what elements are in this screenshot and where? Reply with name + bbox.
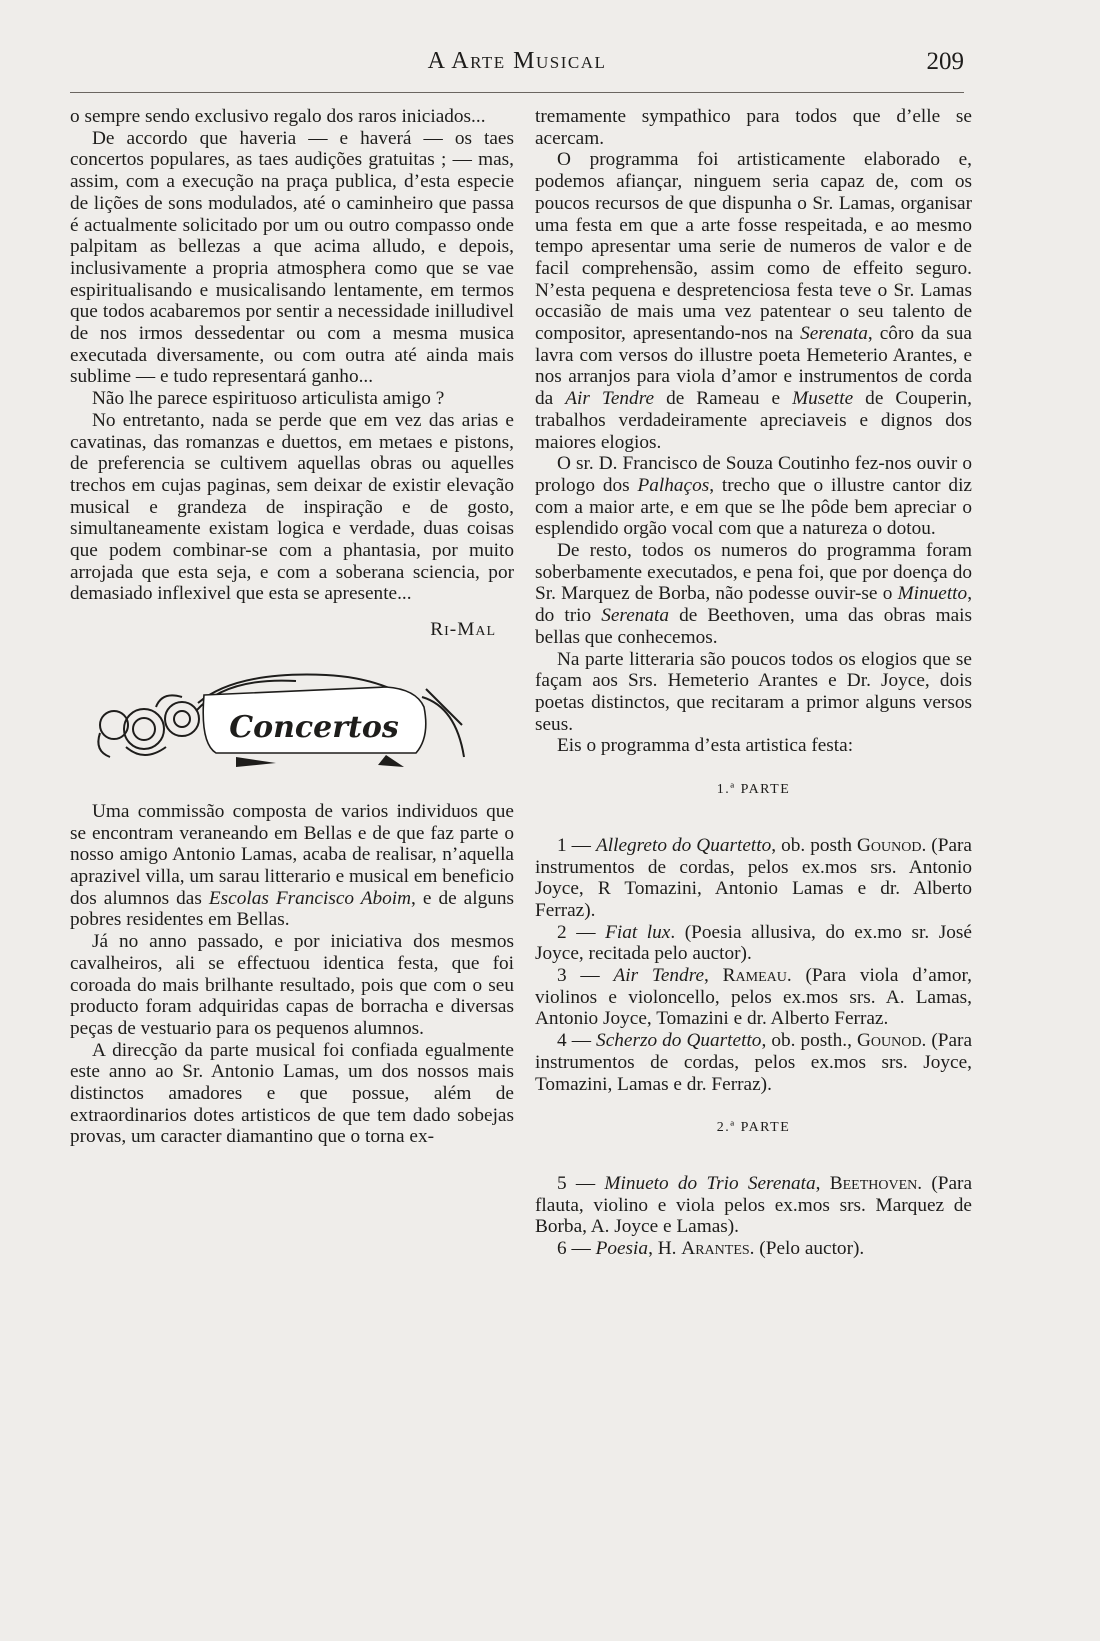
paragraph: Não lhe parece espirituoso articulista amigo ? <box>92 388 445 410</box>
author-signature: Ri-Mal <box>430 619 496 641</box>
paragraph: De resto, todos os numeros do programma foram soberbamente executados, e pena foi, que por doença do Sr. Marquez de Borba, não podesse ouvir-se o Minuetto, do trio Serenata de Beethoven, uma das obras mais bellas que conhecemos. <box>535 540 973 648</box>
program-item: 6 — Poesia, H. Arantes. (Pelo auctor). <box>557 1238 865 1260</box>
paragraph: A direcção da parte musical foi confiada egualmente este anno ao Sr. Antonio Lamas, um dos nossos mais distinctos amadores e que possue, além de extraordinarios dotes artisticos de que tem dado sobejas provas, um caracter diamantino que o torna ex- <box>70 1039 514 1148</box>
paragraph: Eis o programma d’esta artistica festa: <box>557 735 854 757</box>
program-item: 5 — Minueto do Trio Serenata, Beethoven. (Para flauta, violino e viola pelos ex.mos srs. Marquez de Borba, A. Joyce e Lamas). <box>535 1172 973 1238</box>
paragraph: Já no anno passado, e por iniciativa dos mesmos cavalheiros, ali se effectuou identica festa, que foi coroada do mais brilhante resultado, pois que com o seu producto foram adquiridas capas de borracha e diversas peças de vestuario para os pequenos alumnos. <box>70 931 514 1039</box>
paragraph: De accordo que haveria — e haverá — os taes concertos populares, as taes audições gratuitas ; — mas, assim, com a execução na praça publica, d’esta especie de lições de sons modulados, até o caminheiro que passa é actualmente solicitado por um ou outro compasso onde palpitam as bellezas a que acima alludo, e depois, inclusivamente a propria atmosphera como que se vae espiritualisando e musicalisando lentamente, em termos que todos acabaremos por sentir a necessidade inilludivel de nos irmos dessedentar ou com a mesma musica executada diversamente, ou com outra até ainda mais sublime — e tudo representará ganho... <box>70 127 514 388</box>
right-column <box>535 106 972 1260</box>
page-number: 209 <box>926 48 964 75</box>
part-heading: 2.ª PARTE <box>716 1120 791 1136</box>
paragraph: o sempre sendo exclusivo regalo dos raros iniciados... <box>70 106 486 127</box>
running-title: A Arte Musical <box>427 48 607 74</box>
paragraph: O sr. D. Francisco de Souza Coutinho fez-nos ouvir o prologo dos Palhaços, trecho que o illustre cantor diz com a maior arte, e em que se lhe pôde bem apreciar o esplendido orgão vocal com que a natureza o dotou. <box>535 453 972 540</box>
left-column <box>70 106 514 1148</box>
paragraph: Uma commissão composta de varios individuos que se encontram veraneando em Bellas e de que faz parte o nosso amigo Antonio Lamas, acaba de realisar, n’aquella aprazivel villa, um sarau litterario e musical em beneficio dos alumnos das Escolas Francisco Aboim, e de alguns pobres residentes em Bellas. <box>70 800 514 931</box>
paragraph: No entretanto, nada se perde que em vez das arias e cavatinas, das romanzas e duettos, em metaes e pistons, de preferencia se cultivem aquellas obras ou aquelles trechos em cujas paginas, sem deixar de existir elevação musical e grandeza de inspiração e de gosto, simultaneamente existam logica e verdade, duas coisas que podem combinar-se com a phantasia, por muito arrojada que esta seja, e com a soberana sciencia, por demasiado inflexivel que esta se apresente... <box>70 409 514 605</box>
ornament-title: Concertos <box>229 709 399 745</box>
part-heading: 1.ª PARTE <box>716 782 791 798</box>
program-item: 1 — Allegreto do Quartetto, ob. posth Gounod. (Para instrumentos de cordas, pelos ex.mos srs. Antonio Joyce, R Tomazini, Antonio Lamas e dr. Alberto Ferraz). <box>535 834 972 921</box>
paragraph: Na parte litteraria são poucos todos os elogios que se façam aos Srs. Hemeterio Arantes e Dr. Joyce, dois poetas distinctos, que recitaram a primor alguns versos seus. <box>535 648 972 735</box>
concertos-ornament <box>86 667 486 773</box>
paragraph: O programma foi artisticamente elaborado e, podemos afiançar, ninguem seria capaz de, com os poucos recursos de que dispunha o Sr. Lamas, organisar uma festa em que a arte fosse respeitada, e ao mesmo tempo apresentar uma serie de numeros de valor e de facil comprehensão, assim como de effeito seguro. N’esta pequena e despretenciosa festa teve o Sr. Lamas occasião de mais uma vez patentear o seu talento de compositor, apresentando-nos na Serenata, côro da sua lavra com versos do illustre poeta Hemeterio Arantes, e nos arranjos para viola d’amor e instrumentos de corda da Air Tendre de Rameau e Musette de Couperin, trabalhos verdadeiramente apreciaveis e dignos dos maiores elogios. <box>535 149 972 453</box>
program-item: 2 — Fiat lux. (Poesia allusiva, do ex.mo sr. José Joyce, recitada pelo auctor). <box>535 921 972 965</box>
program-item: 3 — Air Tendre, Rameau. (Para viola d’amor, violinos e violoncello, pelos ex.mos srs. A. Lamas, Antonio Joyce, Tomazini e dr. Alberto Ferraz. <box>535 965 972 1030</box>
header-rule <box>70 92 964 93</box>
program-item: 4 — Scherzo do Quartetto, ob. posth., Gounod. (Para instrumentos de cordas, pelos ex.mos srs. Joyce, Tomazini, Lamas e dr. Ferraz). <box>535 1030 973 1095</box>
page-header <box>70 44 964 84</box>
paragraph: tremamente sympathico para todos que d’elle se acercam. <box>535 106 972 149</box>
